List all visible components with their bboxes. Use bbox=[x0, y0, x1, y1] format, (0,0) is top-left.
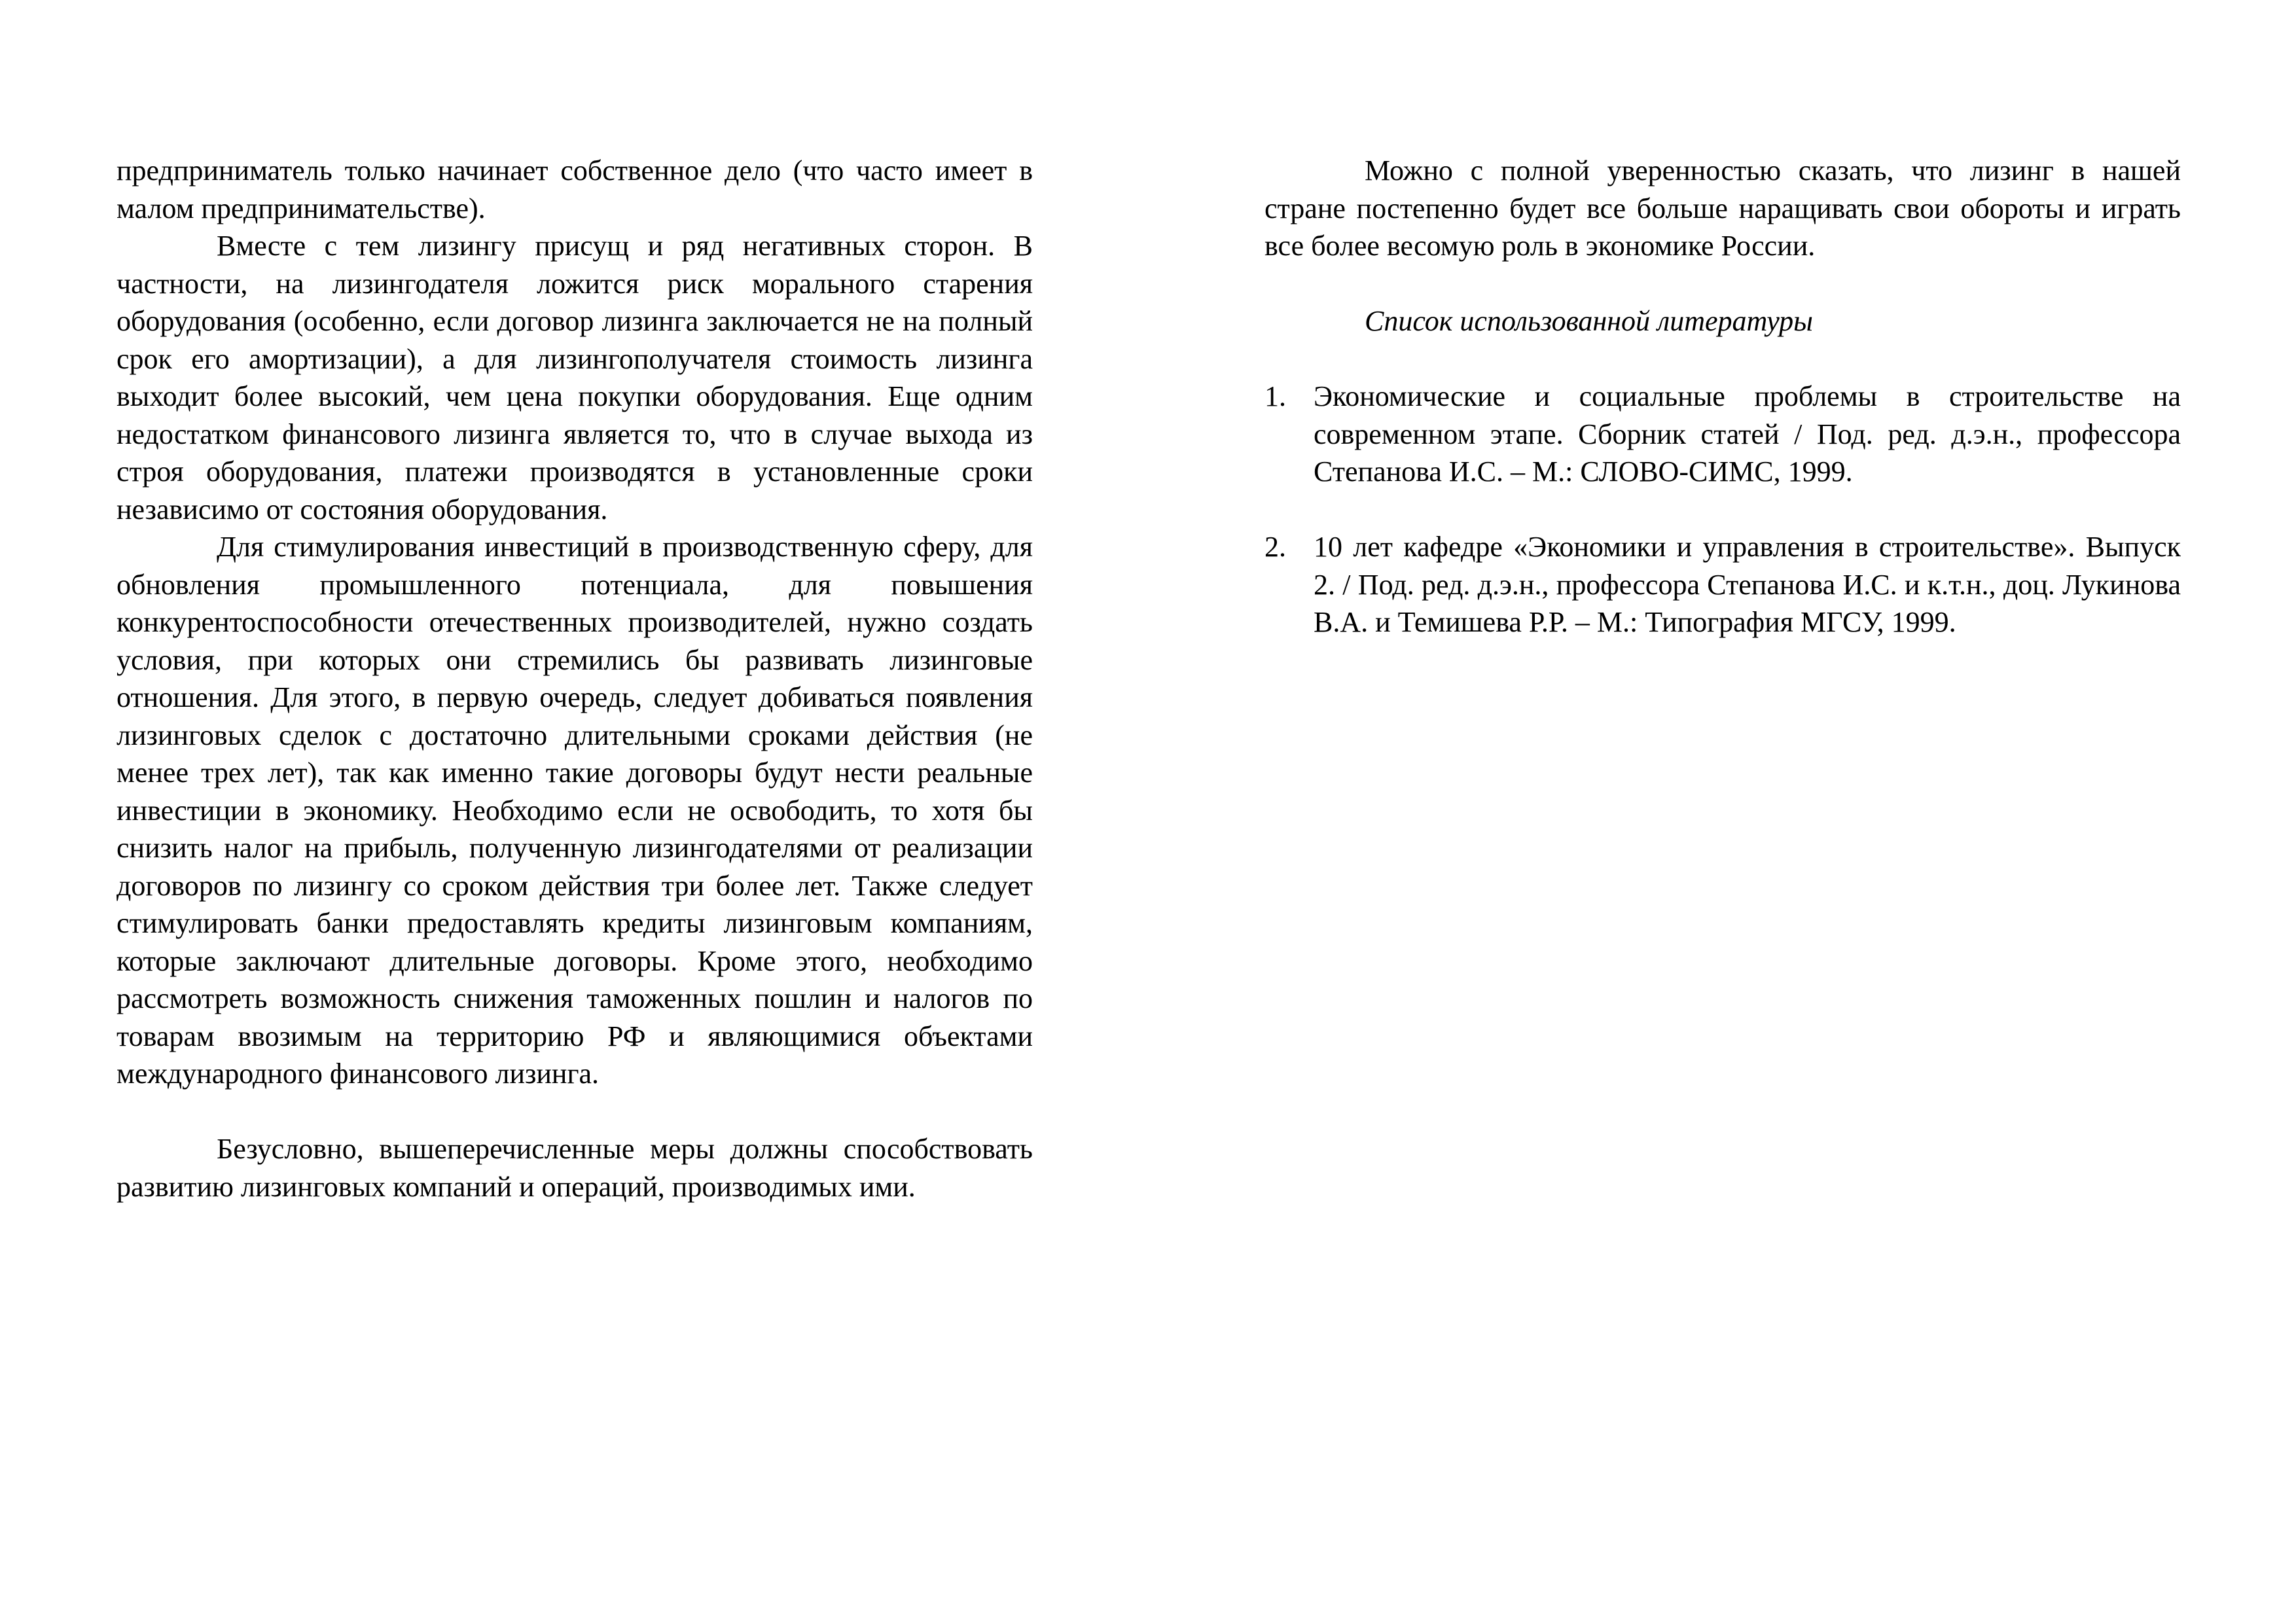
paragraph-continuation: предприниматель только начинает собственное дело (что часто имеет в малом предпринимательстве). bbox=[117, 154, 1033, 224]
reference-text: Экономические и социальные проблемы в строительстве на современном этапе. Сборник статей / Под. ред. д.э.н., профессора Степанова И.С. – М.: СЛОВО-СИМС, 1999. bbox=[1314, 380, 2181, 488]
paragraph-stimulation: Для стимулирования инвестиций в производственную сферу, для обновления промышленного потенциала, для повышения конкурентоспособности отечественных производителей, нужно создать условия, при которых они стремились бы развивать лизинговые отношения. Для этого, в первую очередь, следует добиваться появления лизинговых сделок с достаточно длительными сроками действия (не менее трех лет), так как именно такие договоры будут нести реальные инвестиции в экономику. Необходимо если не освободить, то хотя бы снизить налог на прибыль, полученную лизингодателями от реализации договоров по лизингу со сроком действия три более лет. Также следует стимулировать банки предоставлять кредиты лизинговым компаниям, которые заключают длительные договоры. Кроме этого, необходимо рассмотреть возможность снижения таможенных пошлин и налогов по товарам ввозимым на территорию РФ и являющимися объектами международного финансового лизинга. bbox=[117, 531, 1033, 1090]
paragraph-negative-sides: Вместе с тем лизингу присущ и ряд негативных сторон. В частности, на лизингодателя ложится риск морального старения оборудования (особенно, если договор лизинга заключается не на полный срок его амортизации), а для лизингополучателя стоимость лизинга выходит более высокий, чем цена покупки оборудования. Еще одним недостатком финансового лизинга является то, что в случае выхода из строя оборудования, платежи производятся в установленные сроки независимо от состояния оборудования. bbox=[117, 230, 1033, 526]
paragraph-conclusion-measures: Безусловно, вышеперечисленные меры должны способствовать развитию лизинговых компаний и операций, производимых ими. bbox=[117, 1133, 1033, 1203]
reference-number: 2. bbox=[1265, 531, 1286, 563]
paragraph-spacer bbox=[1265, 491, 2181, 529]
reference-item bbox=[1265, 378, 2181, 491]
left-column bbox=[117, 152, 1033, 1205]
references-list bbox=[1265, 378, 2181, 641]
reference-number: 1. bbox=[1265, 380, 1286, 412]
reference-text: 10 лет кафедре «Экономики и управления в строительстве». Выпуск 2. / Под. ред. д.э.н., профессора Степанова И.С. и к.т.н., доц. Лукинова В.А. и Темишева Р.Р. – М.: Типография МГСУ, 1999. bbox=[1314, 531, 2181, 638]
right-column bbox=[1265, 152, 2181, 641]
reference-item bbox=[1265, 528, 2181, 641]
references-title: Список использованной литературы bbox=[1365, 305, 1813, 337]
paragraph-spacer bbox=[117, 1093, 1033, 1131]
paragraph-spacer bbox=[1265, 340, 2181, 378]
paragraph-spacer bbox=[1265, 265, 2181, 303]
paragraph-final-conclusion: Можно с полной уверенностью сказать, что лизинг в нашей стране постепенно будет все больше наращивать свои обороты и играть все более весомую роль в экономике России. bbox=[1265, 154, 2181, 262]
